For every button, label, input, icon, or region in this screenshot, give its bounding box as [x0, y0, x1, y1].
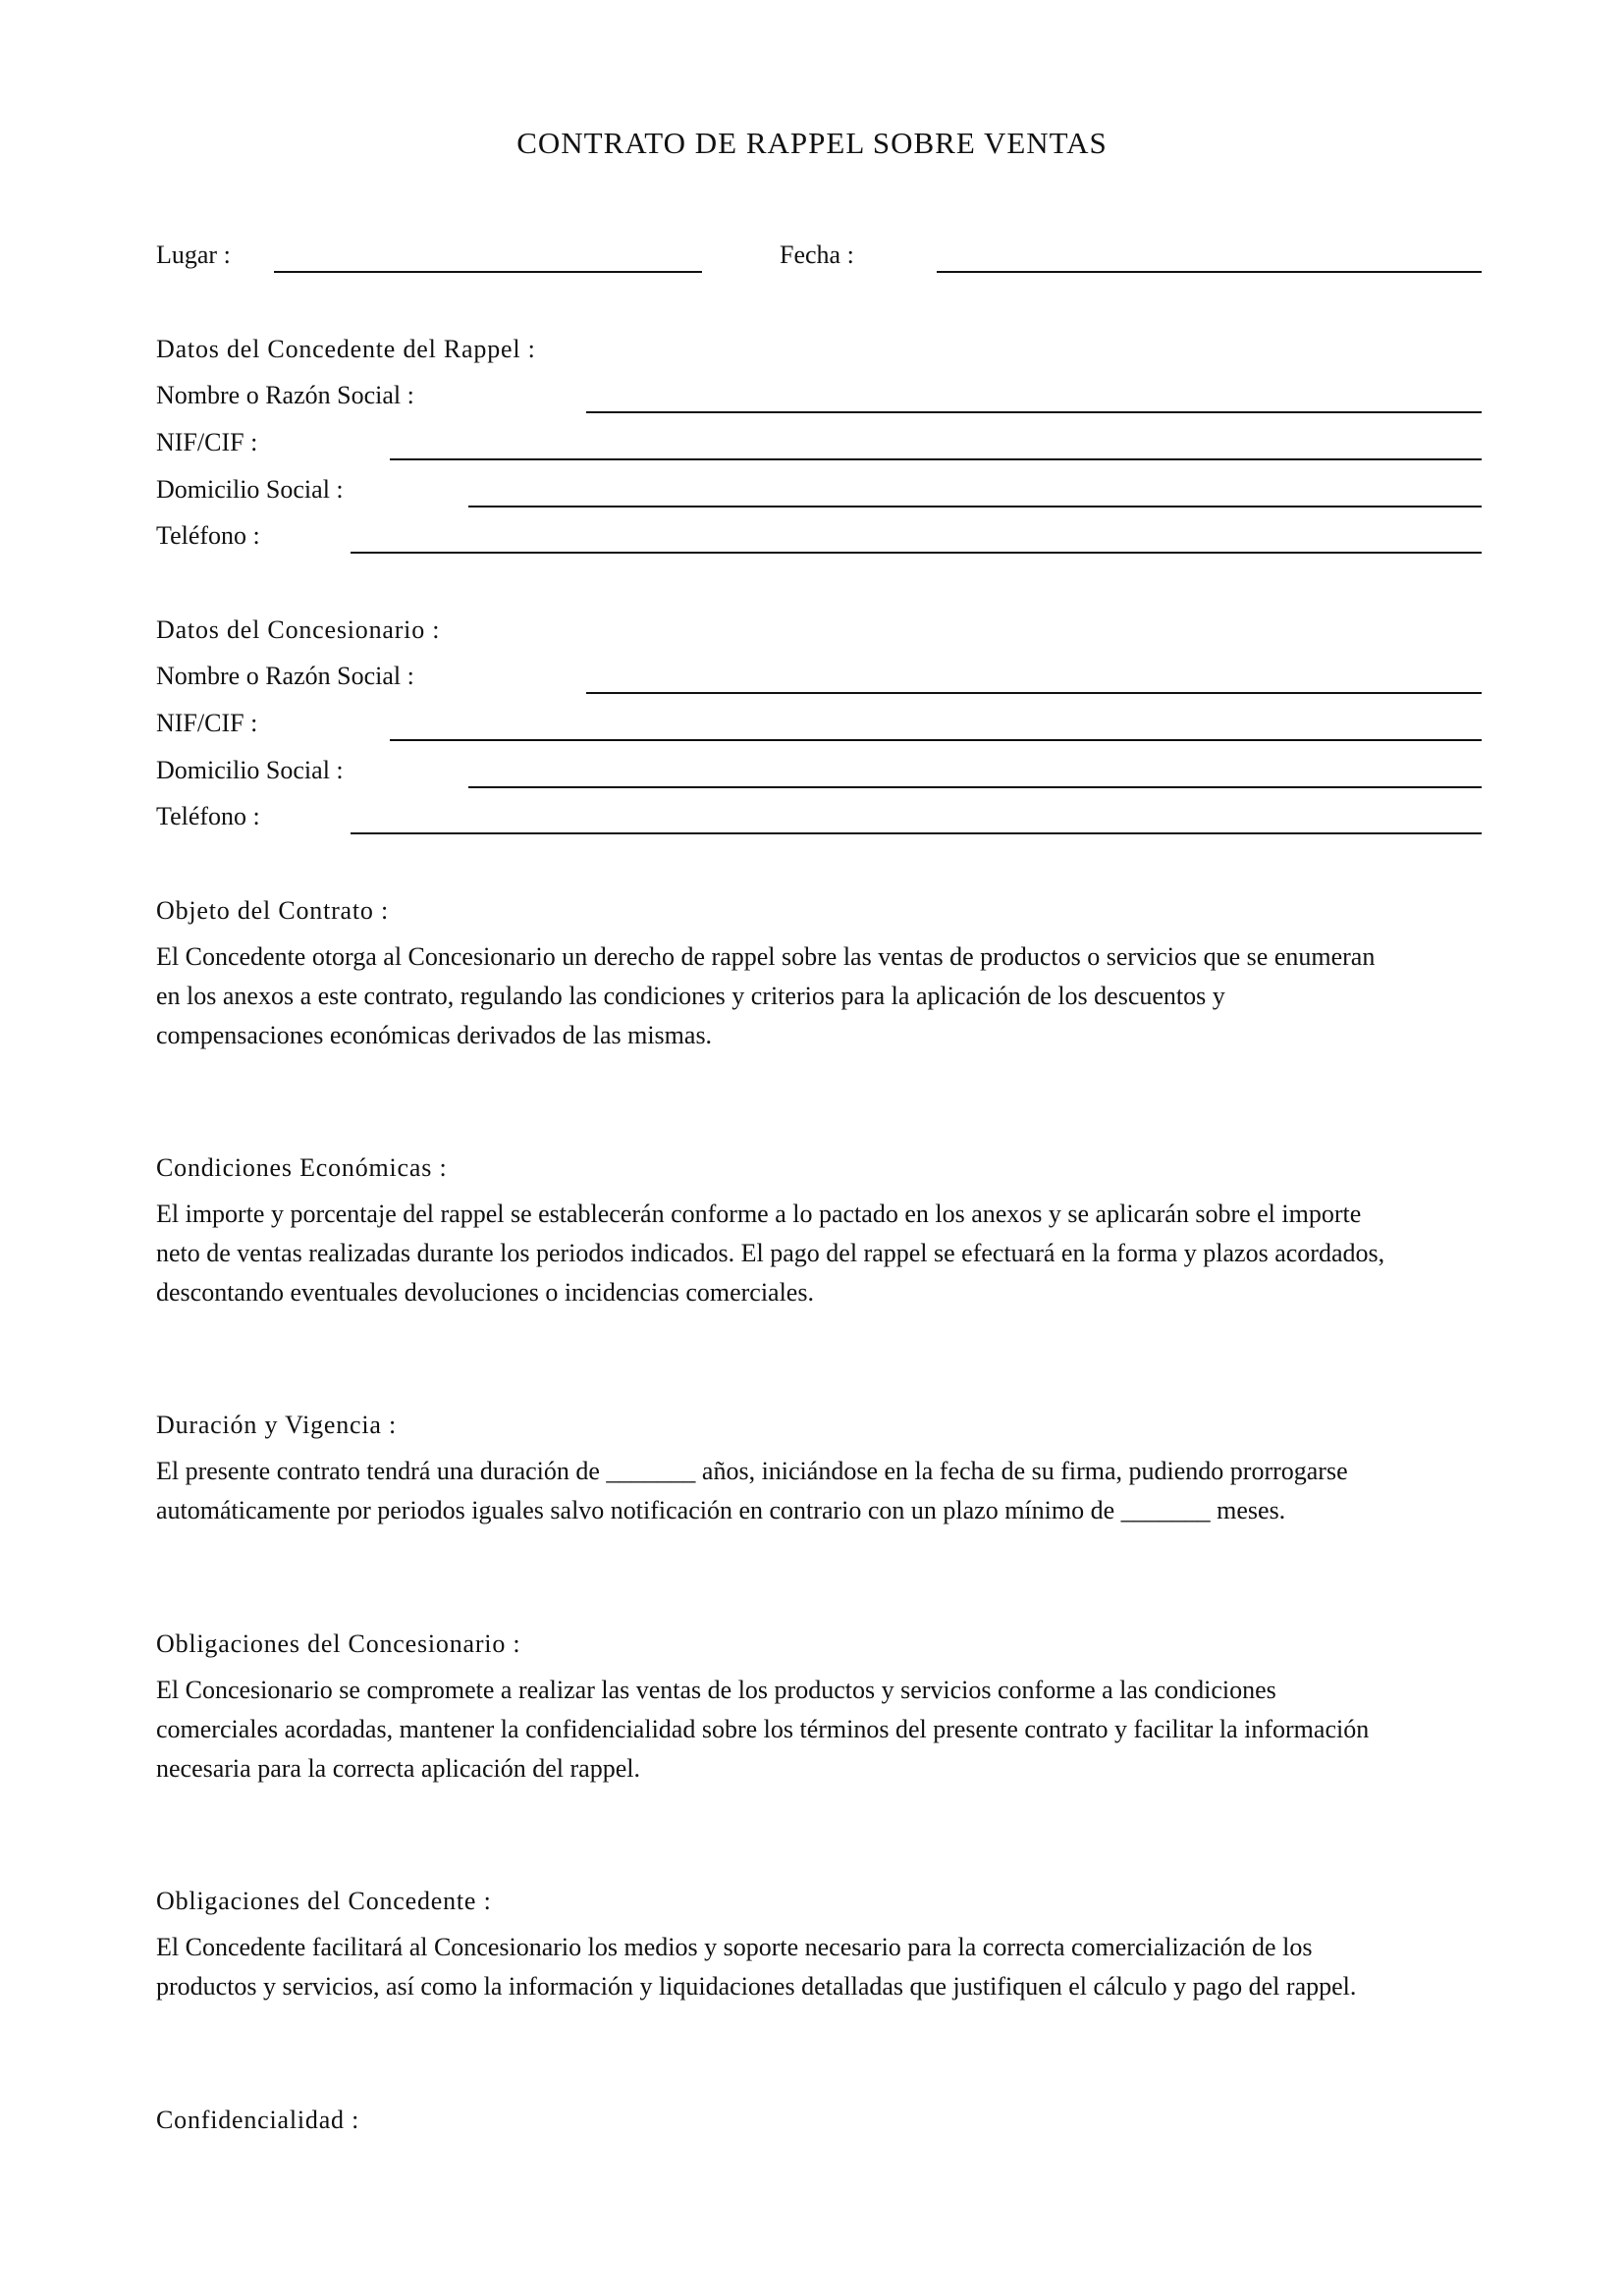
confidentiality-heading: Confidencialidad :: [156, 2106, 360, 2134]
grantor-obligations-paragraph: [156, 1928, 1482, 2006]
object-heading: Objeto del Contrato :: [156, 896, 390, 925]
paragraph-line: necesaria para la correcta aplicación del rappel.: [156, 1754, 640, 1783]
page-title: CONTRATO DE RAPPEL SOBRE VENTAS: [516, 126, 1108, 160]
place-label: Lugar :: [156, 240, 231, 269]
grantor-phone-field[interactable]: [351, 552, 1482, 554]
dealer-address-label: Domicilio Social :: [156, 756, 344, 784]
grantor-obligations-heading: Obligaciones del Concedente :: [156, 1887, 492, 1915]
grantor-name-label: Nombre o Razón Social :: [156, 381, 414, 409]
dealer-phone-label: Teléfono :: [156, 802, 260, 830]
grantor-address-label: Domicilio Social :: [156, 475, 344, 504]
place-field[interactable]: [274, 271, 702, 273]
dealer-name-field[interactable]: [586, 692, 1482, 694]
dealer-obligations-heading: Obligaciones del Concesionario :: [156, 1629, 521, 1658]
paragraph-line: en los anexos a este contrato, regulando las condiciones y criterios para la aplicación de los descuentos y: [156, 982, 1225, 1010]
date-field[interactable]: [937, 271, 1482, 273]
grantor-heading: Datos del Concedente del Rappel :: [156, 335, 536, 363]
grantor-nif-label: NIF/CIF :: [156, 428, 258, 456]
paragraph-line: compensaciones económicas derivados de las mismas.: [156, 1021, 713, 1049]
dealer-name-label: Nombre o Razón Social :: [156, 662, 414, 690]
paragraph-line: El Concesionario se compromete a realizar las ventas de los productos y servicios conforme a las condiciones: [156, 1676, 1276, 1704]
dealer-address-field[interactable]: [468, 786, 1482, 788]
economic-heading: Condiciones Económicas :: [156, 1153, 448, 1182]
dealer-heading: Datos del Concesionario :: [156, 615, 441, 644]
dealer-obligations-paragraph: [156, 1671, 1482, 1789]
paragraph-line: automáticamente por periodos iguales salvo notificación en contrario con un plazo mínimo de _______ meses.: [156, 1496, 1286, 1524]
paragraph-line: El importe y porcentaje del rappel se establecerán conforme a lo pactado en los anexos y se aplicarán sobre el importe: [156, 1200, 1362, 1228]
grantor-address-field[interactable]: [468, 506, 1482, 507]
dealer-phone-field[interactable]: [351, 832, 1482, 834]
dealer-nif-field[interactable]: [390, 739, 1482, 741]
paragraph-line: productos y servicios, así como la información y liquidaciones detalladas que justifiquen el cálculo y pago del rappel.: [156, 1972, 1357, 2001]
paragraph-line: descontando eventuales devoluciones o incidencias comerciales.: [156, 1278, 814, 1307]
object-paragraph: [156, 937, 1482, 1055]
dealer-nif-label: NIF/CIF :: [156, 709, 258, 737]
grantor-phone-label: Teléfono :: [156, 521, 260, 550]
paragraph-line: comerciales acordadas, mantener la confidencialidad sobre los términos del presente contrato y facilitar la información: [156, 1715, 1370, 1743]
grantor-nif-field[interactable]: [390, 458, 1482, 460]
paragraph-line: neto de ventas realizadas durante los periodos indicados. El pago del rappel se efectuará en la forma y plazos acordados,: [156, 1239, 1385, 1267]
grantor-name-field[interactable]: [586, 411, 1482, 413]
paragraph-line: El Concedente facilitará al Concesionario los medios y soporte necesario para la correcta comercialización de los: [156, 1933, 1313, 1961]
paragraph-line: El Concedente otorga al Concesionario un derecho de rappel sobre las ventas de productos o servicios que se enumeran: [156, 942, 1376, 971]
economic-paragraph: [156, 1195, 1482, 1312]
paragraph-line: El presente contrato tendrá una duración de _______ años, iniciándose en la fecha de su firma, pudiendo prorrogarse: [156, 1457, 1348, 1485]
duration-heading: Duración y Vigencia :: [156, 1411, 398, 1439]
date-label: Fecha :: [780, 240, 854, 269]
duration-paragraph: [156, 1452, 1482, 1530]
